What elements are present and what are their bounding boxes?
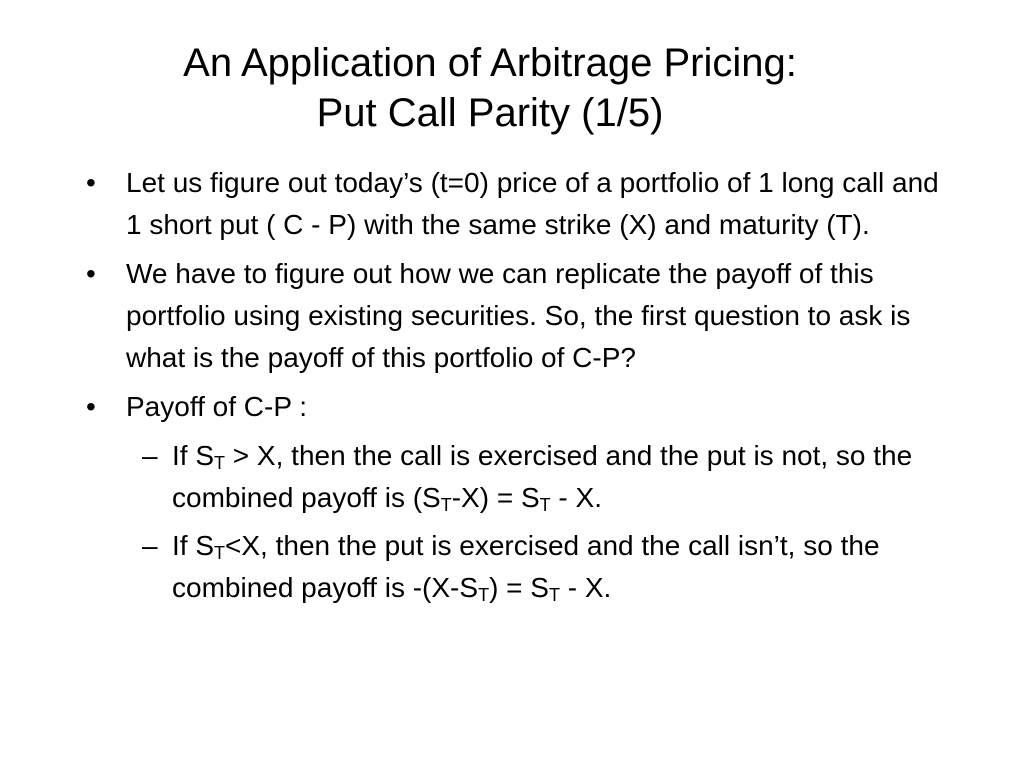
bullet-marker: • <box>86 391 96 422</box>
bullet-text: Let us figure out today’s (t=0) price of a portfolio of 1 long call and 1 short put ( C - P) with the same strike (X) and maturity (T). <box>126 167 939 240</box>
bullet-marker: • <box>86 167 96 198</box>
bullet-item <box>86 253 956 379</box>
bullet-item <box>86 386 956 428</box>
slide-title <box>0 38 980 138</box>
title-line-1: An Application of Arbitrage Pricing: <box>183 41 797 85</box>
sub-bullet-text: If $S_T<X$, then the put is exercised and the call isn’t, so the combined payoff is $-(X-S_T) = S_T - X$. <box>172 530 880 605</box>
sub-bullet-text: If $S_T > X$, then the call is exercised and the put is not, so the combined payoff is $(S_T-X) = S_T - X$. <box>172 440 913 515</box>
sub-bullet-item <box>86 525 956 609</box>
bullet-text: We have to figure out how we can replicate the payoff of this portfolio using existing securities. So, the first question to ask is what is the payoff of this portfolio of C-P? <box>126 258 911 373</box>
sub-bullet-item <box>86 435 956 519</box>
sub-bullet-marker: – <box>142 530 158 561</box>
title-line-2: Put Call Parity (1/5) <box>316 91 664 135</box>
sub-bullet-marker: – <box>142 440 158 471</box>
bullet-item <box>86 162 956 246</box>
bullet-marker: • <box>86 258 96 289</box>
bullet-text: Payoff of C-P : <box>126 391 308 422</box>
slide-body <box>86 162 956 615</box>
